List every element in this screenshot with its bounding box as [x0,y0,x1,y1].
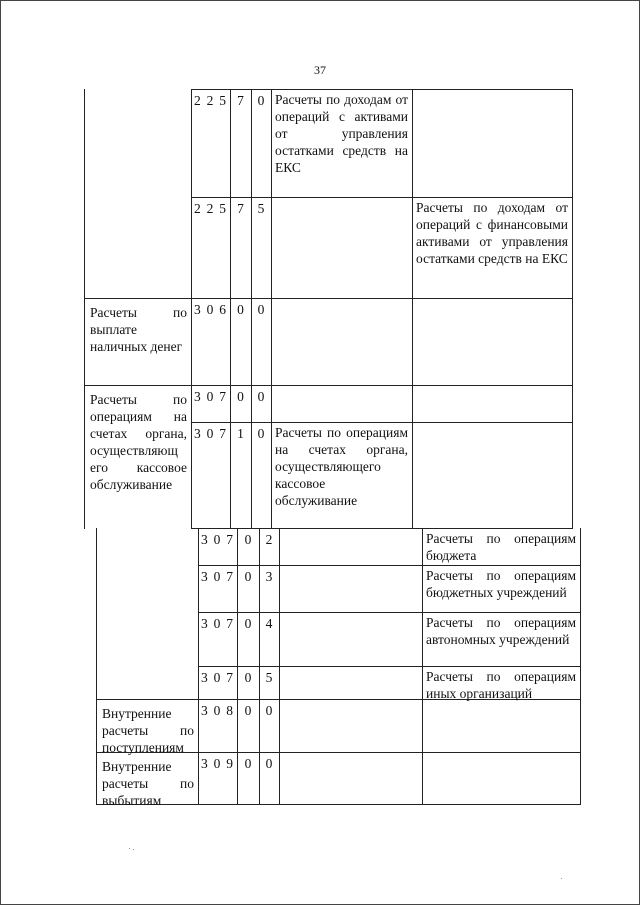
account-code-digit: 7 [226,532,233,547]
table-rule [279,666,280,700]
table-rule [198,612,580,613]
table-rule [572,89,573,198]
table-rule [271,197,272,299]
subcode-item: 5 [257,201,265,216]
account-code-digit: 2 [206,93,214,108]
account-code-digit: 3 [201,532,208,547]
subcode-item: 0 [257,426,265,441]
detail-description: Расчеты по операциям иных организаций [426,669,576,701]
table-rule [191,528,572,529]
subcode-group: 0 [244,670,252,685]
account-code [199,755,235,772]
table-rule [279,612,280,667]
table-rule [198,666,580,667]
account-code-digit: 3 [201,670,208,685]
account-code-digit: 0 [213,616,221,631]
table-rule [412,298,413,386]
account-code-digit: 3 [194,302,201,317]
account-code-digit: 0 [206,302,214,317]
account-code [192,388,228,405]
group-description: Расчеты по доходам от операций с активами от управления остатками средств на ЕКС [275,92,408,175]
account-code-digit: 6 [219,302,226,317]
page-number: 37 [314,63,326,77]
table-rule [191,89,572,90]
account-code-digit: 0 [213,532,221,547]
table-rule [84,298,85,386]
table-rule [572,385,573,423]
table-rule [279,565,280,613]
table-rule [96,565,97,613]
account-code-digit: 8 [226,703,233,718]
account-name: Расчеты по выплате наличных денег [90,305,187,354]
account-code-digit: 2 [206,201,214,216]
subcode-item: 0 [265,756,273,771]
account-code-digit: 7 [226,670,233,685]
account-code-digit: 7 [226,569,233,584]
account-code-digit: 0 [213,756,221,771]
subcode-item: 4 [265,616,273,631]
table-rule [412,422,413,529]
subcode-group: 0 [244,569,252,584]
table-rule [580,565,581,613]
detail-description: Расчеты по операциям бюджета [426,531,576,563]
account-code-digit: 0 [206,426,214,441]
subcode-item: 5 [265,670,273,685]
account-code-digit: 5 [219,201,226,216]
account-code-digit: 0 [213,703,221,718]
table-rule [580,752,581,805]
table-rule [279,528,280,566]
account-code-digit: 9 [226,756,233,771]
table-rule [96,699,97,753]
account-code-digit: 2 [194,93,201,108]
table-rule [96,612,97,667]
table-rule [96,528,97,566]
table-rule [84,89,85,198]
table-rule [572,422,573,529]
table-rule [580,612,581,667]
account-code-digit: 3 [194,389,201,404]
subcode-group: 0 [244,616,252,631]
account-code [199,702,235,719]
group-description: Расчеты по операциям на счетах органа, осуществляющего кассовое обслуживание [275,425,408,508]
account-code-digit: 0 [213,569,221,584]
account-name: Расчеты по операциям на счетах органа, осуществляющ его кассовое обслуживание [90,392,187,492]
subcode-item: 2 [265,532,273,547]
table-rule [412,89,413,198]
account-code [199,669,235,686]
account-code [192,301,228,318]
table-rule [198,565,580,566]
account-code-digit: 7 [219,389,226,404]
table-rule [96,666,97,700]
subcode-item: 3 [265,569,273,584]
table-rule [84,422,85,529]
account-code-digit: 5 [219,93,226,108]
subcode-item: 0 [257,93,265,108]
table-rule [422,699,423,753]
account-name: Внутренние расчеты по выбытиям [102,759,194,808]
account-code-digit: 7 [226,616,233,631]
table-rule [279,752,280,805]
subcode-item: 0 [257,389,265,404]
subcode-item: 0 [257,302,265,317]
account-code-digit: 0 [213,670,221,685]
account-code-digit: 3 [201,569,208,584]
account-code-digit: 0 [206,389,214,404]
table-rule [191,422,572,423]
table-rule [412,385,413,423]
subcode-group: 7 [237,93,244,108]
detail-description: Расчеты по операциям автономных учреждений [426,615,576,647]
table-rule [279,699,280,753]
table-rule [191,197,572,198]
table-rule [572,298,573,386]
table-rule [422,752,423,805]
account-code-digit: 7 [219,426,226,441]
subcode-group: 0 [237,302,244,317]
table-rule [96,752,97,805]
account-code-digit: 3 [201,616,208,631]
account-code-digit: 3 [201,703,208,718]
detail-description: Расчеты по доходам от операций с финансовыми активами от управления остатками средств на ЕКС [416,200,568,266]
account-code [192,92,228,109]
subcode-group: 0 [244,756,252,771]
scan-speck [129,848,130,849]
table-rule [84,197,85,299]
table-rule [84,385,85,423]
account-code-digit: 3 [201,756,208,771]
account-code [199,568,235,585]
table-rule [271,385,272,423]
account-code [192,200,228,217]
table-rule [580,666,581,700]
subcode-group: 7 [237,201,244,216]
subcode-item: 0 [265,703,273,718]
subcode-group: 0 [237,389,244,404]
scan-speck [133,849,134,850]
table-rule [84,298,572,299]
subcode-group: 1 [237,426,244,441]
account-code-digit: 3 [194,426,201,441]
account-code-digit: 2 [194,201,201,216]
account-name: Внутренние расчеты по поступлениям [102,706,194,755]
table-rule [271,298,272,386]
table-rule [580,699,581,753]
subcode-group: 0 [244,532,252,547]
account-code [199,531,235,548]
subcode-group: 0 [244,703,252,718]
account-code [199,615,235,632]
table-rule [572,197,573,299]
account-code [192,425,228,442]
detail-description: Расчеты по операциям бюджетных учреждений [426,568,576,600]
scan-speck [561,878,562,879]
table-rule [580,528,581,566]
table-rule [84,385,572,386]
